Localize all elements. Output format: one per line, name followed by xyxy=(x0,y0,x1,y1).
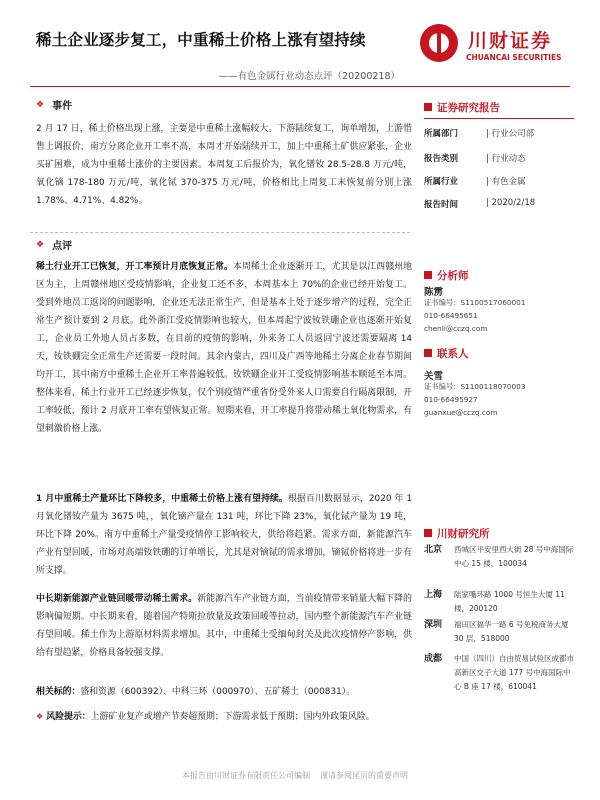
analyst-name: 陈雳 xyxy=(424,287,444,298)
section-divider xyxy=(30,232,410,233)
related-targets: 相关标的：盛和资源（600392）、中科三环（000970）、五矿稀土（000831）。 xyxy=(36,687,356,697)
events-heading: ❖ 事件 xyxy=(36,99,73,112)
institute-heading: 川财研究所 xyxy=(424,526,574,540)
comment-paragraph-1: 稀土行业开工已恢复，开工率预计月底恢复正常。本周稀土企业逐渐开工，尤其是以江西赣州地区为主，上周赣州地区受疫情影响，企业复工还不多，本周基本上 70%的企业已经开始复工。受到外地员工返岗的问题影响，企业还无法正常生产，但是基本上处于逐步增产的过程，完全正常生产预计要到 2 月底。此外浙江受疫情影响也较大，但本周起宁波钕铁硼企业也逐渐开始复工，企业员工外地人员占多数，在目前的疫情的影响，外来务工人员返回宁波还需要隔离 14 天，钕铁硼完全正常生产还需要一段时间。其余内蒙古，四川及广西等地稀土分离企业春节期间均开工，其中南方中重稀土企业开工率普遍较低。钕铁硼企业开工受疫情影响基本顺延至本周。整体来看，稀土行业开工已经逐步恢复，仅个别疫情严重省份受外来人口需要自行隔离限制，开工率较低，预计 2 月底开工率有望恢复正常。短期来看，开工率提升将带动稀土氧化物需求，有望刺激价格上涨。 xyxy=(36,262,413,434)
diamond-bullet-icon: ❖ xyxy=(36,712,44,721)
sidebar-divider xyxy=(424,118,574,119)
diamond-bullet-icon: ❖ xyxy=(36,99,45,110)
info-row-date: 报告时间 | 2020/2/18 xyxy=(424,198,536,210)
office-shanghai: 上海 陆家嘴环路 1000 号恒生大厦 11 楼，200120 xyxy=(424,590,565,613)
diamond-bullet-icon: ❖ xyxy=(36,239,45,250)
report-info-heading: 证券研究报告 xyxy=(424,100,574,114)
office-shenzhen: 深圳 福田区福华一路 6 号免税商务大厦 30 层，518000 xyxy=(424,620,569,643)
analyst-phone: 010-66495651 xyxy=(424,311,478,320)
square-bullet-icon xyxy=(424,349,432,357)
header-divider xyxy=(30,86,570,87)
analyst-heading: 分析师 xyxy=(424,268,574,282)
paragraph-lead: 1 月中重稀土产量环比下降较多，中重稀土价格上涨有望持续。 xyxy=(36,494,289,504)
analyst-email[interactable]: chenli@cczq.com xyxy=(424,324,488,333)
info-row-industry: 所属行业 | 有色金属 xyxy=(424,177,526,187)
contact-email[interactable]: guanxue@cczq.com xyxy=(424,408,498,417)
comment-paragraph-2: 1 月中重稀土产量环比下降较多，中重稀土价格上涨有望持续。根据百川数据显示，2020 年 1 月氧化镨钕产量为 3675 吨，，氧化镝产量在 131 吨，环比下降 23%，氧化铽产量为 19 吨，环比下降 20%。南方中重稀土产量受疫情停工影响较大，供给将趋紧。需求方面，新能源汽车产业有望回暖，市场对高端钕铁硼的订单增长，尤其是对镝铽的需求增加，镝铽价格将进一步有所支撑。 xyxy=(36,494,413,576)
office-beijing: 北京 西城区平安里西大街 28 号中海国际中心 15 楼，100034 xyxy=(424,545,574,568)
comment-paragraph-3: 中长期新能源产业链回暖带动稀土需求。新能源汽车产业链方面，当前疫情带来销量大幅下降的影响偏短期。中长期来看，随着国产特斯拉放量及政策回暖等拉动，国内整个新能源汽车产业链有望回暖。稀土作为上游原材料需求增加。其中，中重稀土受缅甸封关及此次疫情停产影响，供给有望趋紧，价格具备较强支撑。 xyxy=(36,594,413,658)
paragraph-lead: 稀土行业开工已恢复，开工率预计月底恢复正常。 xyxy=(36,262,233,272)
report-title: 稀土企业逐步复工，中重稀土价格上涨有望持续 xyxy=(36,31,366,49)
analyst-cert: 证书编号：S1100517060001 xyxy=(424,298,526,307)
comment-heading: ❖ 点评 xyxy=(36,239,73,252)
logo-chinese-name: 川财证券 xyxy=(468,30,553,52)
page-footer: 本报告由川财证券有限责任公司编制 谨请参阅尾页的重要声明 xyxy=(182,771,408,780)
events-body: 2 月 17 日，稀土价格出现上涨，主要是中重稀土涨幅较大。下游陆续复工，询单增加，上游惜售上调报价，南方分离企业开工率不高，本周才开始陆续开工，加上中重稀土矿供应紧张，企业买矿困难，成为中重稀土涨价的主要因素。本周复工后报价为，氧化镨钕 28.5-28.8 万元/吨，氧化镝 178-180 万元/吨，氧化铽 370-375 万元/吨，价格相比上周复工未恢复前分别上涨 1.78%、4.71%、4.82%。 xyxy=(36,124,412,206)
square-bullet-icon xyxy=(424,271,432,279)
contact-heading: 联系人 xyxy=(424,346,574,360)
logo-english-name: CHUANCAI SECURITIES xyxy=(466,53,562,62)
company-logo xyxy=(418,22,578,66)
square-bullet-icon xyxy=(424,529,432,537)
info-row-category: 报告类别 | 行业动态 xyxy=(424,154,526,164)
contact-phone: 010-66495927 xyxy=(424,395,478,404)
risk-warning: ❖ 风险提示：上游矿业复产或增产节奏超预期；下游需求低于预期；国内外政策风险。 xyxy=(36,712,375,722)
contact-name: 关雪 xyxy=(424,371,444,382)
contact-cert: 证书编号：S1100118070003 xyxy=(424,382,526,391)
info-row-department: 所属部门 | 行业公司部 xyxy=(424,129,535,139)
office-chengdu: 成都 中国（四川）自由贸易试验区成都市高新区交子大道 177 号中海国际中心 B 座 17 楼，610041 xyxy=(424,654,574,691)
paragraph-lead: 中长期新能源产业链回暖带动稀土需求。 xyxy=(36,594,198,604)
logo-emblem-icon xyxy=(420,24,458,62)
square-bullet-icon xyxy=(424,103,432,111)
report-subtitle: ——有色金属行业动态点评（20200218） xyxy=(218,71,400,82)
